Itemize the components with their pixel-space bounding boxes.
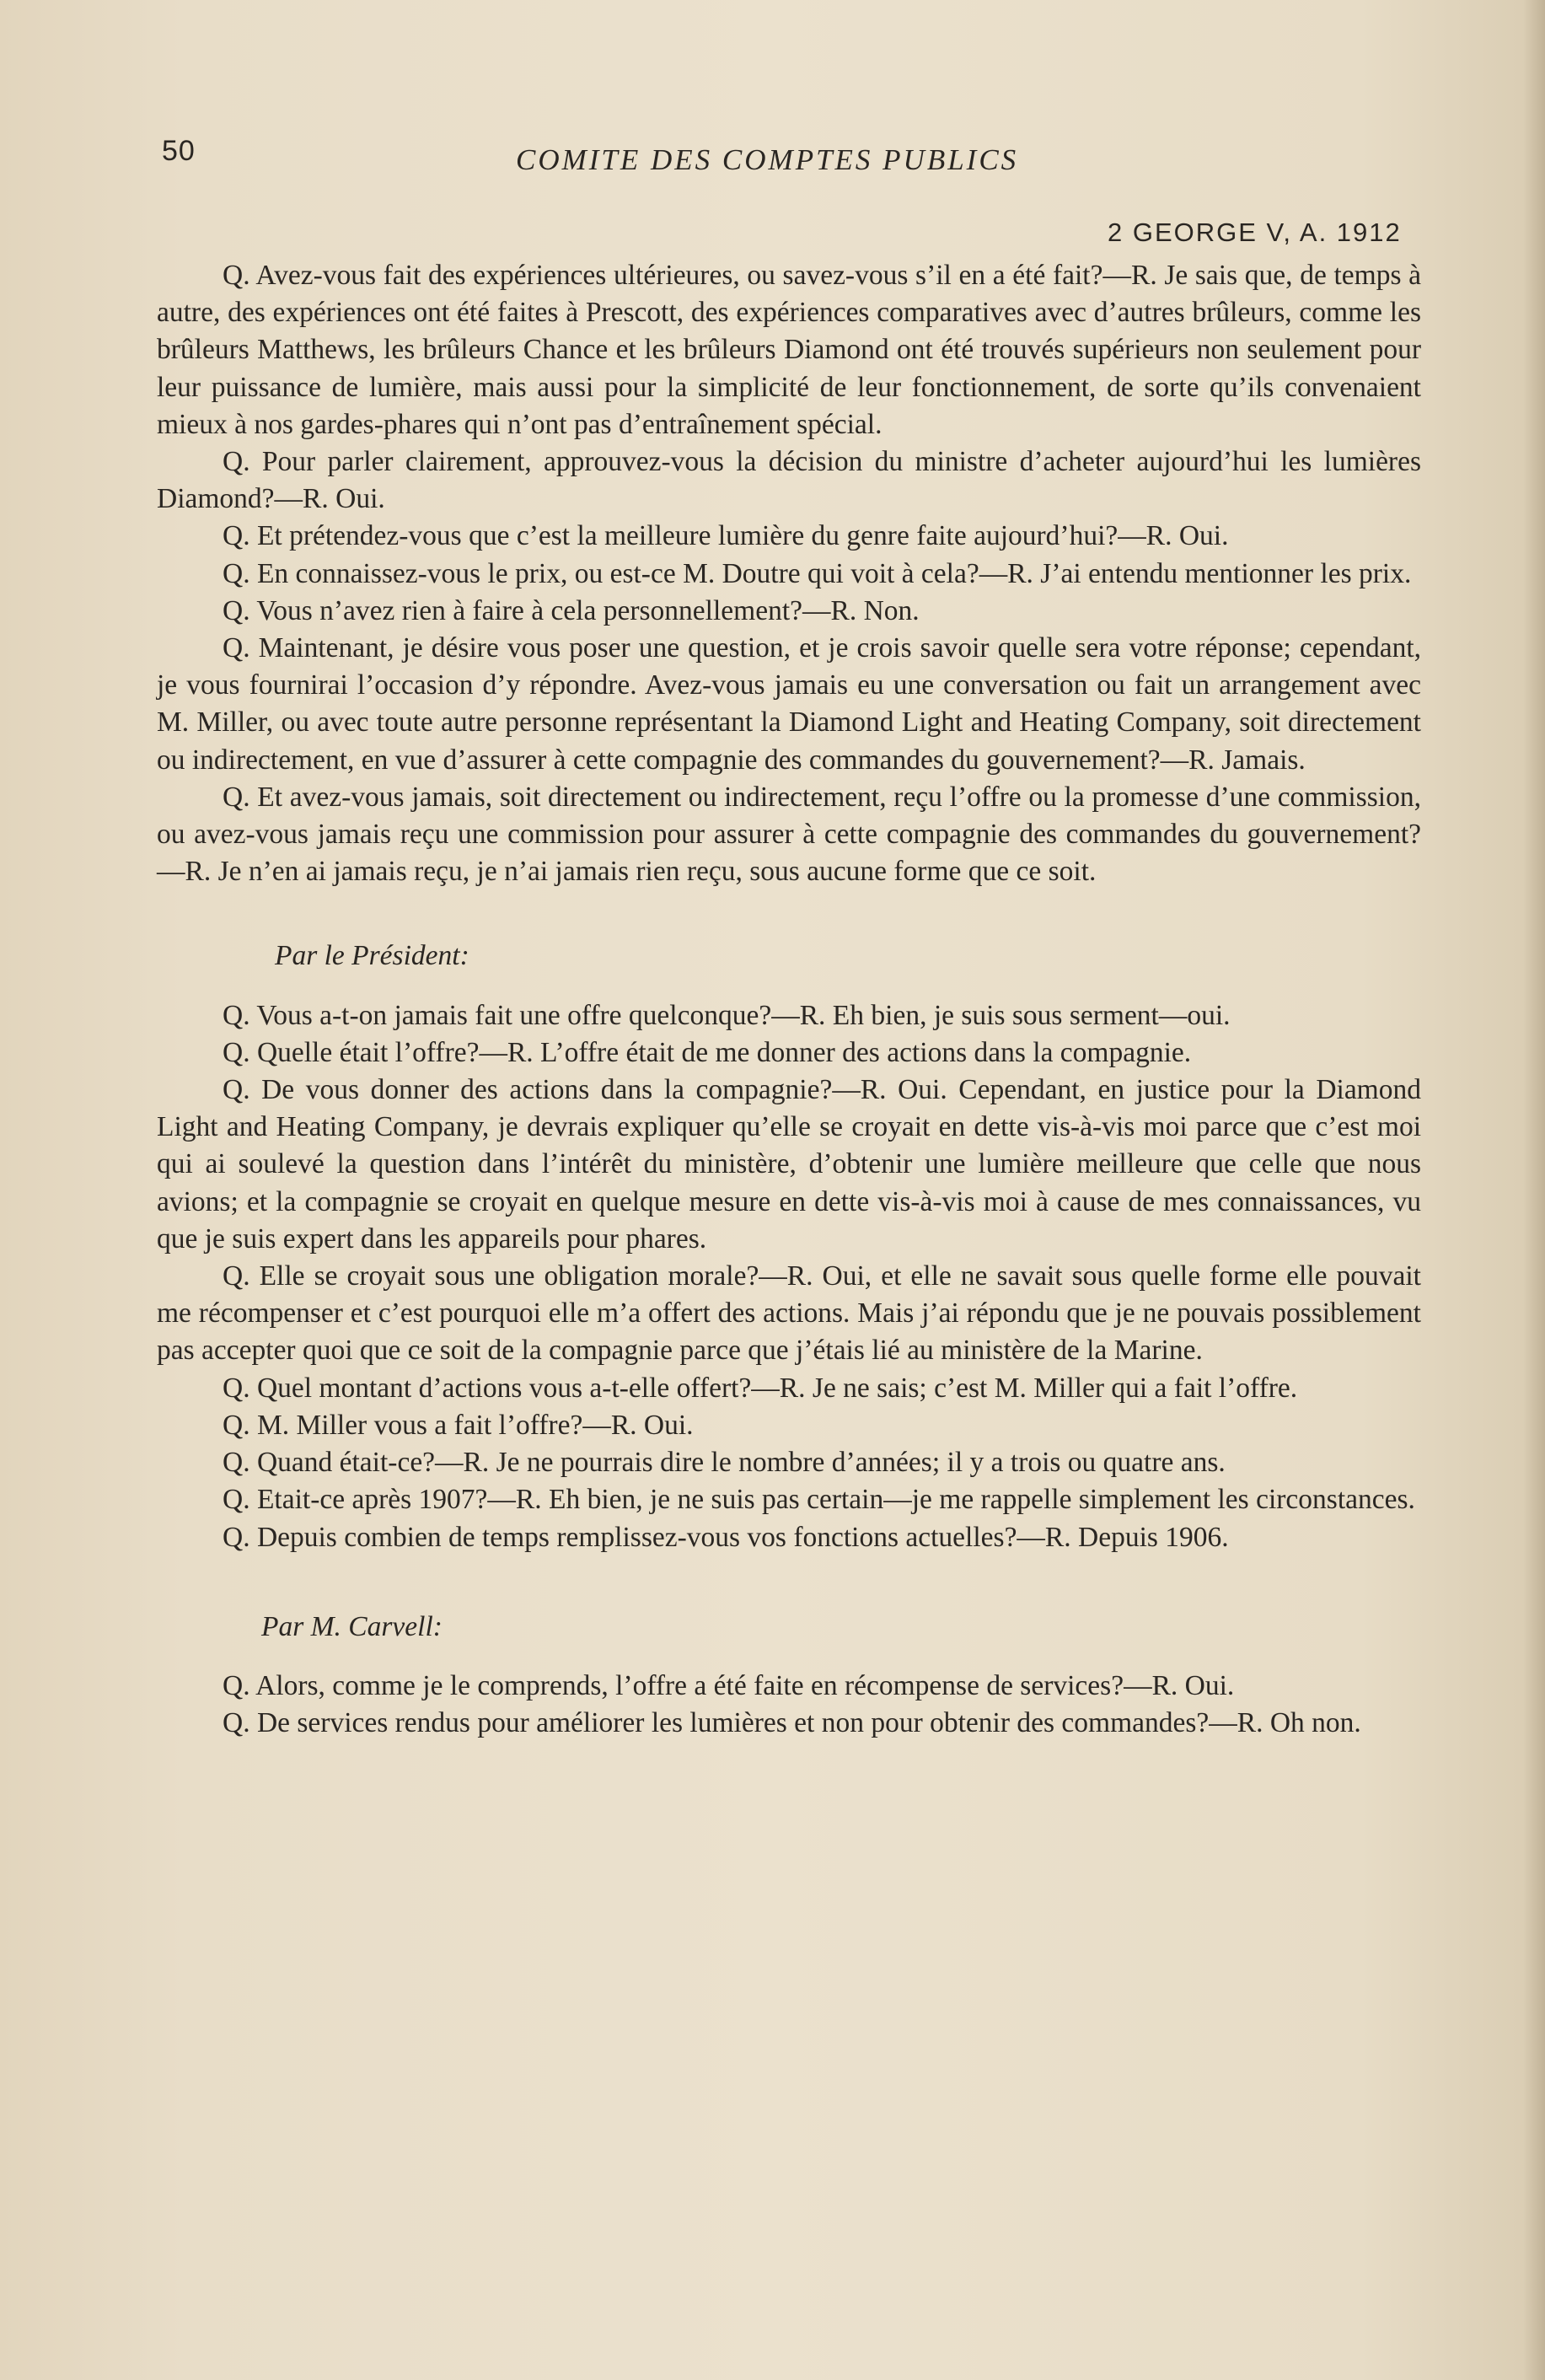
question-answer: Q. En connaissez-vous le prix, ou est-ce M. Doutre qui voit à cela?—R. J’ai entendu mentionner les prix. <box>223 557 1412 589</box>
question-answer: Q. Alors, comme je le comprends, l’offre a été faite en récompense de services?—R. Oui. <box>223 1669 1235 1701</box>
speaker-heading: Par M. Carvell: <box>261 1610 443 1642</box>
speaker-heading: Par le Président: <box>275 940 469 972</box>
transcript-body <box>157 257 1421 1742</box>
regnal-year: 2 GEORGE V, A. 1912 <box>1108 218 1402 247</box>
page-edge-shadow <box>1523 0 1545 2380</box>
question-answer: Q. Maintenant, je désire vous poser une question, et je crois savoir quelle sera votre réponse; cependant, je vous fournirai l’occasion d’y répondre. Avez-vous jamais eu une conversation ou fait un arrangement avec M. Miller, ou avec toute autre personne représentant la Diamond Light and Heating Company, soit directement ou indirectement, en vue d’assurer à cette compagnie des commandes du gouvernement?—R. Jamais. <box>157 632 1421 776</box>
question-answer: Q. Pour parler clairement, approuvez-vous la décision du ministre d’acheter aujourd’hui les lumières Diamond?—R. Oui. <box>157 446 1421 515</box>
question-answer: Q. De services rendus pour améliorer les lumières et non pour obtenir des commandes?—R. Oh non. <box>223 1707 1361 1739</box>
question-answer: Q. Vous a-t-on jamais fait une offre quelconque?—R. Eh bien, je suis sous serment—oui. <box>223 999 1231 1031</box>
question-answer: Q. M. Miller vous a fait l’offre?—R. Oui. <box>223 1409 694 1441</box>
question-answer: Q. Quel montant d’actions vous a-t-elle offert?—R. Je ne sais; c’est M. Miller qui a fait l’offre. <box>223 1372 1298 1404</box>
running-head: COMITE DES COMPTES PUBLICS <box>516 143 1019 176</box>
question-answer: Q. Etait-ce après 1907?—R. Eh bien, je ne suis pas certain—je me rappelle simplement les circonstances. <box>223 1484 1415 1516</box>
question-answer: Q. Vous n’avez rien à faire à cela personnellement?—R. Non. <box>223 594 920 626</box>
question-answer: Q. Et prétendez-vous que c’est la meilleure lumière du genre faite aujourd’hui?—R. Oui. <box>223 520 1229 552</box>
question-answer: Q. Elle se croyait sous une obligation morale?—R. Oui, et elle ne savait sous quelle forme elle pouvait me récompenser et c’est pourquoi elle m’a offert des actions. Mais j’ai répondu que je ne pouvais possiblement pas accepter quoi que ce soit de la compagnie parce que j’étais lié au ministère de la Marine. <box>157 1260 1421 1367</box>
question-answer: Q. Avez-vous fait des expériences ultérieures, ou savez-vous s’il en a été fait?—R. Je sais que, de temps à autre, des expériences ont été faites à Prescott, des expériences comparatives avec d’autres brûleurs, comme les brûleurs Matthews, les brûleurs Chance et les brûleurs Diamond ont été trouvés supérieurs non seulement pour leur puissance de lumière, mais aussi pour la simplicité de leur fonctionnement, de sorte qu’ils convenaient mieux à nos gardes-phares qui n’ont pas d’entraînement spécial. <box>157 260 1421 440</box>
question-answer: Q. Quelle était l’offre?—R. L’offre était de me donner des actions dans la compagnie. <box>223 1036 1192 1068</box>
question-answer: Q. Quand était-ce?—R. Je ne pourrais dire le nombre d’années; il y a trois ou quatre ans. <box>223 1447 1226 1479</box>
question-answer: Q. De vous donner des actions dans la compagnie?—R. Oui. Cependant, en justice pour la Diamond Light and Heating Company, je devrais expliquer qu’elle se croyait en dette vis-à-vis moi parce que c’est moi qui ai soulevé la question dans l’intérêt du ministère, d’obtenir une lumière meilleure que celle que nous avions; et la compagnie se croyait en quelque mesure en dette vis-à-vis moi à cause de mes connaissances, vu que je suis expert dans les appareils pour phares. <box>157 1074 1421 1254</box>
page-number: 50 <box>162 135 196 167</box>
question-answer: Q. Et avez-vous jamais, soit directement ou indirectement, reçu l’offre ou la promesse d’une commission, ou avez-vous jamais reçu une commission pour assurer à cette compagnie des commandes du gouvernement?—R. Je n’en ai jamais reçu, je n’ai jamais rien reçu, sous aucune forme que ce soit. <box>157 781 1421 888</box>
question-answer: Q. Depuis combien de temps remplissez-vous vos fonctions actuelles?—R. Depuis 1906. <box>223 1521 1229 1553</box>
